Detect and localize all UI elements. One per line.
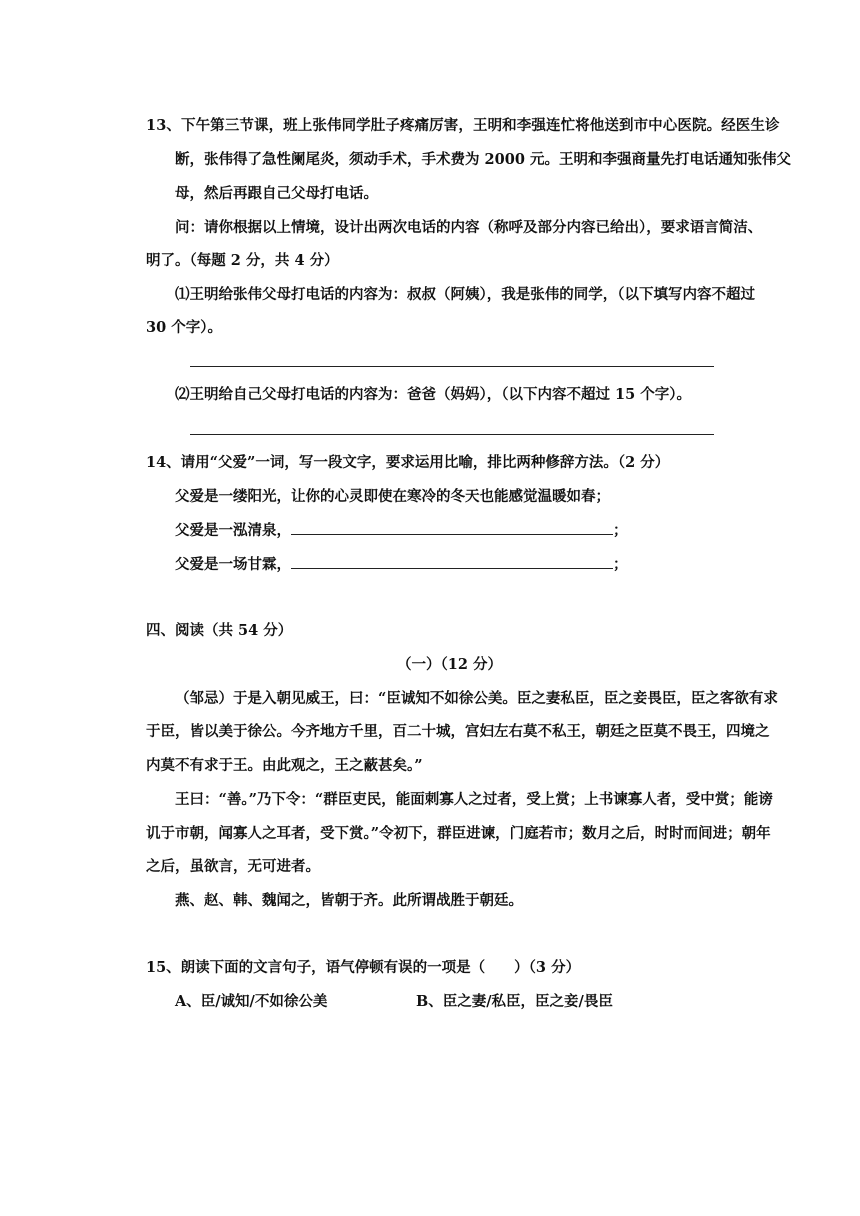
q14-blank1-row (175, 520, 628, 541)
passage-p1-line3: 内莫不有求于王。由此观之，王之蔽甚矣。” (146, 757, 423, 774)
section4-sub-heading: （一）（12 分） (397, 656, 502, 673)
q13-line2: 断，张伟得了急性阑尾炎，须动手术，手术费为 2000 元。王明和李强商量先打电话通知张伟父 (175, 151, 791, 168)
q13-line3: 母，然后再跟自己父母打电话。 (175, 185, 378, 202)
q14-blank2-line[interactable] (291, 554, 613, 569)
q13-part2-answer-line[interactable] (190, 434, 714, 435)
q13-part1-line1: ⑴王明给张伟父母打电话的内容为：叔叔（阿姨），我是张伟的同学，（以下填写内容不超过 (175, 286, 755, 303)
q14-blank2-row (175, 554, 628, 575)
passage-p2-line3: 之后，虽欲言，无可进者。 (146, 858, 320, 875)
q14-example: 父爱是一缕阳光，让你的心灵即使在寒冷的冬天也能感觉温暖如春； (175, 488, 610, 505)
q13-ask-line1: 问：请你根据以上情境，设计出两次电话的内容（称呼及部分内容已给出），要求语言简洁、 (175, 219, 763, 236)
passage-p2-line1: 王曰：“善。”乃下令：“群臣吏民，能面刺寡人之过者，受上赏；上书谏寡人者，受中赏；能谤 (175, 791, 773, 808)
q13-part1-line2: 30 个字）。 (146, 319, 222, 336)
passage-p3: 燕、赵、韩、魏闻之，皆朝于齐。此所谓战胜于朝廷。 (175, 892, 523, 909)
q13-ask-line2: 明了。（每题 2 分，共 4 分） (146, 252, 339, 269)
q14-blank2-prefix: 父爱是一场甘霖， (175, 556, 291, 573)
q15-option-a[interactable]: A、臣/诚知/不如徐公美 (175, 993, 328, 1010)
q13-line1: 13、下午第三节课，班上张伟同学肚子疼痛厉害，王明和李强连忙将他送到市中心医院。经医生诊 (146, 117, 780, 134)
q14-title: 14、请用“父爱”一词，写一段文字，要求运用比喻，排比两种修辞方法。（2 分） (146, 454, 670, 471)
q15-option-b[interactable]: B、臣之妻/私臣，臣之妾/畏臣 (416, 993, 613, 1010)
q15-title: 15、朗读下面的文言句子，语气停顿有误的一项是（ ）（3 分） (146, 959, 581, 976)
q14-blank1-prefix: 父爱是一泓清泉， (175, 522, 291, 539)
q14-blank2-suffix: ； (613, 556, 628, 573)
section4-heading: 四、阅读（共 54 分） (146, 622, 293, 639)
q13-part1-answer-line[interactable] (190, 366, 714, 367)
passage-p2-line2: 讥于市朝，闻寡人之耳者，受下赏。”令初下，群臣进谏，门庭若市；数月之后，时时而间进；朝年 (146, 825, 771, 842)
q14-blank1-suffix: ； (613, 522, 628, 539)
passage-p1-line2: 于臣，皆以美于徐公。今齐地方千里，百二十城，宫妇左右莫不私王，朝廷之臣莫不畏王，四境之 (146, 723, 770, 740)
q14-blank1-line[interactable] (291, 520, 613, 535)
passage-p1-line1: （邹忌）于是入朝见威王，曰：“臣诚知不如徐公美。臣之妻私臣，臣之妾畏臣，臣之客欲有求 (175, 690, 778, 707)
q13-part2: ⑵王明给自己父母打电话的内容为：爸爸（妈妈），（以下内容不超过 15 个字）。 (175, 386, 692, 403)
